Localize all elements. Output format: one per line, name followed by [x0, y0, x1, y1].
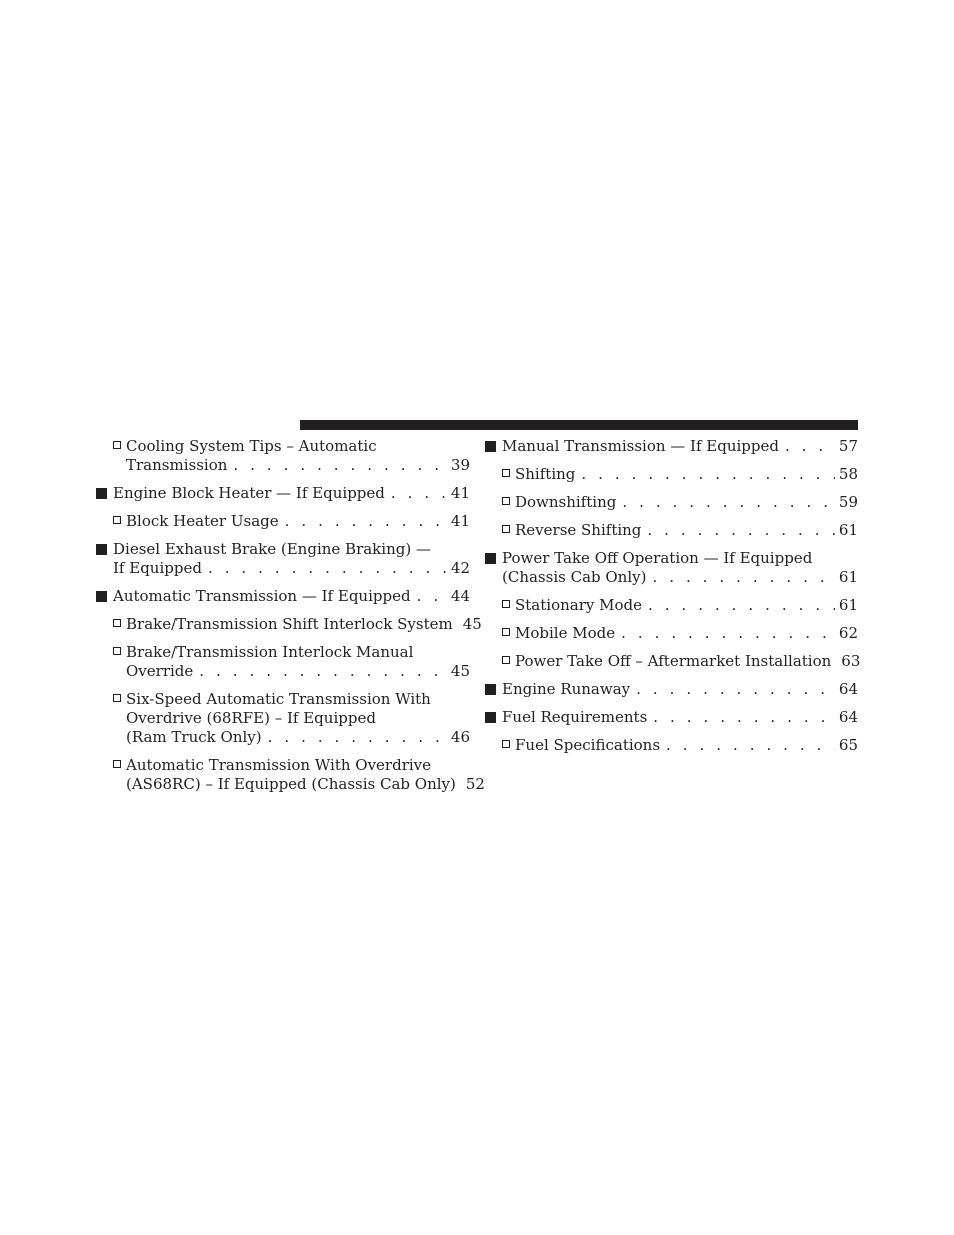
toc-entry[interactable]: [485, 465, 858, 484]
hollow-square-bullet-icon: [502, 656, 510, 664]
dot-leader: [268, 728, 447, 747]
toc-entry[interactable]: [485, 549, 858, 587]
hollow-square-bullet-icon: [502, 525, 510, 533]
dot-leader: [652, 568, 834, 587]
dot-leader: [653, 708, 835, 727]
dot-leader: [621, 624, 835, 643]
dot-leader: [199, 662, 447, 681]
hollow-square-bullet-icon: [113, 694, 121, 702]
toc-entry-title-line: Fuel Specifications: [515, 736, 661, 754]
dot-leader: [647, 521, 834, 540]
toc-entry[interactable]: [96, 690, 470, 747]
toc-entry-title-line: Automatic Transmission With Overdrive: [126, 756, 432, 774]
toc-page-number: 61: [838, 521, 858, 539]
toc-entry[interactable]: [485, 437, 858, 456]
dot-leader: [285, 512, 447, 531]
toc-entry[interactable]: [96, 643, 470, 681]
filled-square-bullet-icon: [485, 712, 496, 723]
toc-entry-title-line: Transmission: [126, 456, 228, 474]
filled-square-bullet-icon: [96, 488, 107, 499]
toc-entry-title-line: (Chassis Cab Only): [502, 568, 647, 586]
dot-leader: [233, 456, 447, 475]
toc-entry-title-line: Block Heater Usage: [126, 512, 279, 530]
toc-entry-title-line: Engine Runaway: [502, 680, 631, 698]
toc-entry-title-line: Brake/Transmission Shift Interlock System: [126, 615, 453, 633]
dot-leader: [391, 484, 447, 503]
filled-square-bullet-icon: [485, 553, 496, 564]
toc-entry[interactable]: [485, 521, 858, 540]
toc-entry-title-line: Overdrive (68RFE) – If Equipped: [126, 709, 376, 727]
toc-entry-title-line: Automatic Transmission — If Equipped: [113, 587, 411, 605]
dot-leader: [636, 680, 835, 699]
toc-page-number: 39: [450, 456, 470, 474]
toc-entry-title-line: Mobile Mode: [515, 624, 616, 642]
toc-page-number: 45: [450, 662, 470, 680]
toc-entry[interactable]: [96, 615, 482, 634]
filled-square-bullet-icon: [485, 684, 496, 695]
filled-square-bullet-icon: [96, 544, 107, 555]
toc-entry-title-line: (Ram Truck Only): [126, 728, 262, 746]
toc-page-number: 41: [450, 484, 470, 502]
toc-entry-title-line: Power Take Off – Aftermarket Installation: [515, 652, 832, 670]
hollow-square-bullet-icon: [113, 441, 121, 449]
toc-entry[interactable]: [96, 512, 470, 531]
toc-page-number: 42: [450, 559, 470, 577]
toc-entry[interactable]: [96, 437, 470, 475]
toc-entry-title-line: Stationary Mode: [515, 596, 642, 614]
toc-entry[interactable]: [485, 708, 858, 727]
hollow-square-bullet-icon: [502, 740, 510, 748]
toc-page-number: 41: [450, 512, 470, 530]
toc-entry-title-line: Downshifting: [515, 493, 617, 511]
toc-entry[interactable]: [485, 680, 858, 699]
toc-page-number: 45: [462, 615, 482, 633]
hollow-square-bullet-icon: [502, 600, 510, 608]
toc-page-number: 44: [450, 587, 470, 605]
toc-left-column: [96, 437, 485, 803]
section-header-bar: [300, 420, 858, 430]
toc-page-number: 64: [838, 708, 858, 726]
toc-entry-title-line: Override: [126, 662, 194, 680]
toc-entry[interactable]: [485, 596, 858, 615]
toc-entry-title-line: Brake/Transmission Interlock Manual: [126, 643, 414, 661]
toc-entry-title-line: Manual Transmission — If Equipped: [502, 437, 779, 455]
filled-square-bullet-icon: [96, 591, 107, 602]
dot-leader: [648, 596, 835, 615]
toc-entry[interactable]: [485, 652, 861, 671]
hollow-square-bullet-icon: [113, 516, 121, 524]
toc-entry-title-line: Six-Speed Automatic Transmission With: [126, 690, 431, 708]
hollow-square-bullet-icon: [502, 469, 510, 477]
toc-page-number: 61: [838, 568, 858, 586]
toc-entry[interactable]: [96, 484, 470, 503]
hollow-square-bullet-icon: [113, 619, 121, 627]
dot-leader: [208, 559, 447, 578]
toc-page-number: 58: [838, 465, 858, 483]
toc-page-number: 62: [838, 624, 858, 642]
toc-entry[interactable]: [485, 493, 858, 512]
toc-entry[interactable]: [485, 624, 858, 643]
toc-page-number: 63: [841, 652, 861, 670]
toc-entry-title-line: (AS68RC) – If Equipped (Chassis Cab Only): [126, 775, 456, 793]
toc-entry-title-line: If Equipped: [113, 559, 202, 577]
dot-leader: [785, 437, 835, 456]
toc-page-number: 59: [838, 493, 858, 511]
hollow-square-bullet-icon: [113, 760, 121, 768]
dot-leader: [622, 493, 835, 512]
filled-square-bullet-icon: [485, 441, 496, 452]
toc-right-column: [485, 437, 861, 764]
toc-entry-title-line: Diesel Exhaust Brake (Engine Braking) —: [113, 540, 431, 558]
toc-page-number: 57: [838, 437, 858, 455]
toc-entry-title-line: Power Take Off Operation — If Equipped: [502, 549, 813, 567]
hollow-square-bullet-icon: [113, 647, 121, 655]
hollow-square-bullet-icon: [502, 628, 510, 636]
toc-page-number: 61: [838, 596, 858, 614]
toc-entry-title-line: Fuel Requirements: [502, 708, 648, 726]
hollow-square-bullet-icon: [502, 497, 510, 505]
toc-entry[interactable]: [485, 736, 858, 755]
toc-entry-title-line: Shifting: [515, 465, 576, 483]
toc-entry[interactable]: [96, 587, 470, 606]
toc-entry[interactable]: [96, 540, 470, 578]
toc-page-number: 52: [465, 775, 485, 793]
toc-page-number: 65: [838, 736, 858, 754]
toc-page-number: 46: [450, 728, 470, 746]
dot-leader: [666, 736, 835, 755]
toc-entry-title-line: Cooling System Tips – Automatic: [126, 437, 377, 455]
dot-leader: [417, 587, 447, 606]
toc-entry[interactable]: [96, 756, 485, 794]
toc-page-number: 64: [838, 680, 858, 698]
dot-leader: [581, 465, 835, 484]
toc-entry-title-line: Reverse Shifting: [515, 521, 642, 539]
toc-entry-title-line: Engine Block Heater — If Equipped: [113, 484, 385, 502]
